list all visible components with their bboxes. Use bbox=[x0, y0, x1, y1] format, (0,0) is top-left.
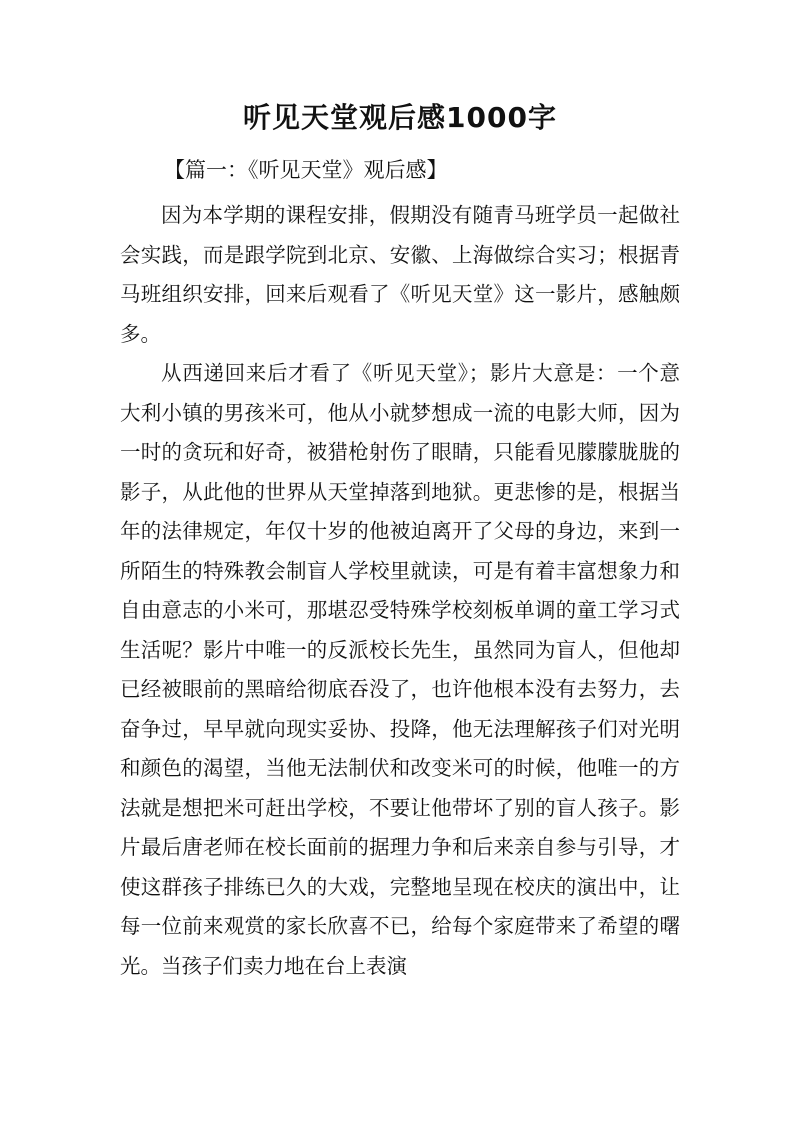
paragraph: 从西递回来后才看了《听见天堂》；影片大意是：一个意大利小镇的男孩米可，他从小就梦想成一流的电影大师，因为一时的贪玩和好奇，被猎枪射伤了眼睛，只能看见朦朦胧胧的影子，从此他的世界从天堂掉落到地狱。更悲惨的是，根据当年的法律规定，年仅十岁的他被迫离开了父母的身边，来到一所陌生的特殊教会制盲人学校里就读，可是有着丰富想象力和自由意志的小米可，那堪忍受特殊学校刻板单调的童工学习式生活呢？影片中唯一的反派校长先生，虽然同为盲人，但他却已经被眼前的黑暗给彻底吞没了，也许他根本没有去努力，去奋争过，早早就向现实妥协、投降，他无法理解孩子们对光明和颜色的渴望，当他无法制伏和改变米可的时候，他唯一的方法就是想把米可赶出学校，不要让他带坏了别的盲人孩子。影片最后唐老师在校长面前的据理力争和后来亲自参与引导，才使这群孩子排练已久的大戏，完整地呈现在校庆的演出中，让每一位前来观赏的家长欣喜不已，给每个家庭带来了希望的曙光。当孩子们卖力地在台上表演 bbox=[120, 361, 680, 978]
paragraph: 因为本学期的课程安排，假期没有随青马班学员一起做社会实践，而是跟学院到北京、安徽、上海做综合实习；根据青马班组织安排，回来后观看了《听见天堂》这一影片，感触颇多。 bbox=[120, 203, 680, 346]
section-heading: 【篇一：《听见天堂》观后感】 bbox=[164, 158, 448, 182]
document-body bbox=[120, 196, 680, 986]
document-title: 听见天堂观后感1000字 bbox=[243, 101, 557, 134]
